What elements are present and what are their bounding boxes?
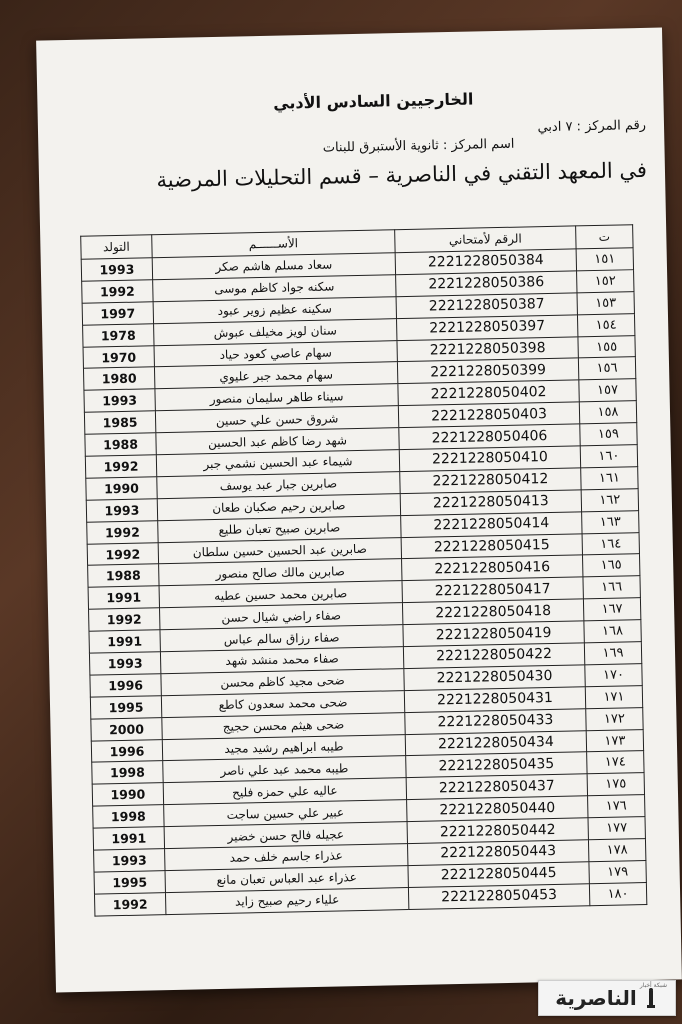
row-exam-number: 2221228050434	[405, 730, 586, 756]
row-exam-number: 2221228050415	[401, 533, 582, 559]
row-birth-year: 1995	[90, 695, 161, 718]
minaret-icon	[643, 987, 659, 1009]
row-name: صابرين رحيم صكبان طعان	[157, 493, 400, 520]
row-birth-year: 1992	[87, 520, 158, 543]
row-seq: ١٨٠	[589, 882, 646, 905]
row-name: عبير علي حسين ساجت	[164, 800, 407, 827]
row-exam-number: 2221228050403	[398, 402, 579, 428]
row-seq: ١٧٥	[587, 773, 644, 796]
row-name: سعاد مسلم هاشم صكر	[152, 253, 395, 280]
student-table	[80, 224, 647, 916]
row-name: عذراء جاسم خلف حمد	[165, 844, 408, 871]
row-exam-number: 2221228050384	[395, 249, 576, 275]
row-exam-number: 2221228050417	[402, 577, 583, 603]
row-name: صفاء محمد منشد شهد	[160, 647, 403, 674]
row-exam-number: 2221228050398	[397, 336, 578, 362]
header-seq: ت	[576, 225, 633, 249]
row-name: طيبه ابراهيم رشيد مجيد	[162, 734, 405, 761]
row-birth-year: 1992	[94, 892, 165, 915]
row-seq: ١٧٩	[589, 861, 646, 884]
row-exam-number: 2221228050413	[400, 490, 581, 516]
row-birth-year: 1996	[91, 739, 162, 762]
row-name: علياء رحيم صبيح زايد	[165, 887, 408, 914]
row-name: ضحى هيثم محسن حجيج	[162, 712, 405, 739]
row-name: سيناء طاهر سليمان منصور	[155, 384, 398, 411]
row-seq: ١٧٦	[588, 795, 645, 818]
row-birth-year: 1992	[89, 608, 160, 631]
row-name: شروق حسن علي حسين	[155, 406, 398, 433]
row-birth-year: 1998	[93, 805, 164, 828]
row-birth-year: 1992	[82, 280, 153, 303]
row-name: صابرين عبد الحسين حسين سلطان	[158, 537, 401, 564]
row-exam-number: 2221228050431	[404, 687, 585, 713]
row-seq: ١٦١	[581, 467, 638, 490]
center-number: رقم المركز : ٧ ادبي	[537, 117, 647, 136]
row-name: سهام عاصي كعود حياد	[154, 340, 397, 367]
row-birth-year: 1993	[89, 652, 160, 675]
header-birth-year: التولد	[81, 235, 152, 259]
row-birth-year: 1990	[86, 477, 157, 500]
row-birth-year: 1992	[87, 542, 158, 565]
row-name: صابرين جبار عبد يوسف	[157, 472, 400, 499]
row-exam-number: 2221228050410	[399, 446, 580, 472]
row-exam-number: 2221228050419	[403, 621, 584, 647]
center-name: اسم المركز : ثانوية الأستبرق للبنات	[322, 136, 515, 156]
row-name: صابرين صبيح تعبان طليع	[158, 515, 401, 542]
row-exam-number: 2221228050453	[408, 884, 589, 910]
row-birth-year: 1993	[94, 849, 165, 872]
row-seq: ١٧٤	[587, 751, 644, 774]
row-name: سكينه عظيم زوير عبود	[153, 296, 396, 323]
row-exam-number: 2221228050416	[402, 555, 583, 581]
row-name: صابرين مالك صالح منصور	[159, 559, 402, 586]
row-name: سكنه جواد كاظم موسى	[153, 275, 396, 302]
row-exam-number: 2221228050412	[400, 468, 581, 494]
row-seq: ١٦٨	[584, 620, 641, 643]
row-name: طيبه محمد عبد علي ناصر	[163, 756, 406, 783]
row-seq: ١٦٢	[581, 488, 638, 511]
row-exam-number: 2221228050435	[406, 752, 587, 778]
row-seq: ١٥٩	[580, 423, 637, 446]
row-name: صفاء راضي شيال حسن	[160, 603, 403, 630]
row-exam-number: 2221228050386	[396, 271, 577, 297]
row-birth-year: 1997	[82, 302, 153, 325]
row-birth-year: 1988	[88, 564, 159, 587]
row-name: عذراء عبد العباس تعبان مانع	[165, 865, 408, 892]
row-birth-year: 1992	[85, 455, 156, 478]
header-exam-number: الرقم لأمتحاني	[395, 226, 576, 253]
row-birth-year: 1980	[83, 367, 154, 390]
row-exam-number: 2221228050443	[407, 840, 588, 866]
row-exam-number: 2221228050433	[405, 708, 586, 734]
watermark-subtext: شبكة أخبار	[639, 982, 667, 989]
row-birth-year: 1991	[88, 586, 159, 609]
row-birth-year: 1996	[90, 674, 161, 697]
row-seq: ١٥٦	[578, 357, 635, 380]
row-birth-year: 1995	[94, 871, 165, 894]
row-seq: ١٧٨	[588, 839, 645, 862]
row-name: صابرين محمد حسين عطيه	[159, 581, 402, 608]
row-exam-number: 2221228050418	[402, 599, 583, 625]
row-seq: ١٥٢	[577, 270, 634, 293]
row-name: شيماء عبد الحسين نشمي جبر	[156, 450, 399, 477]
row-seq: ١٥٣	[577, 291, 634, 314]
row-birth-year: 1993	[86, 499, 157, 522]
row-seq: ١٥٧	[579, 379, 636, 402]
document-page	[36, 28, 682, 993]
row-birth-year: 1978	[83, 323, 154, 346]
row-seq: ١٦٩	[584, 642, 641, 665]
row-seq: ١٦٠	[580, 445, 637, 468]
row-name: ضحى مجيد كاظم محسن	[161, 669, 404, 696]
row-exam-number: 2221228050445	[408, 862, 589, 888]
row-birth-year: 2000	[91, 717, 162, 740]
row-birth-year: 1988	[85, 433, 156, 456]
document-title: الخارجيين السادس الأدبي	[273, 89, 474, 113]
row-exam-number: 2221228050430	[404, 665, 585, 691]
row-exam-number: 2221228050402	[398, 380, 579, 406]
document-subtitle: في المعهد التقني في الناصرية – قسم التحليلات المرضية	[156, 157, 648, 193]
watermark-text: الناصرية	[555, 986, 637, 1010]
watermark-logo	[538, 980, 676, 1016]
row-exam-number: 2221228050440	[407, 796, 588, 822]
row-seq: ١٦٦	[583, 576, 640, 599]
row-exam-number: 2221228050397	[396, 315, 577, 341]
row-name: عاليه علي حمزه فليح	[163, 778, 406, 805]
row-birth-year: 1985	[84, 411, 155, 434]
row-seq: ١٥١	[576, 248, 633, 271]
row-name: سهام محمد جبر عليوي	[154, 362, 397, 389]
header-name: الأســــــم	[152, 230, 395, 258]
row-exam-number: 2221228050399	[397, 358, 578, 384]
row-birth-year: 1991	[93, 827, 164, 850]
row-seq: ١٦٤	[582, 532, 639, 555]
row-seq: ١٦٥	[582, 554, 639, 577]
row-seq: ١٧٣	[586, 729, 643, 752]
row-birth-year: 1970	[83, 345, 154, 368]
row-birth-year: 1991	[89, 630, 160, 653]
row-seq: ١٥٤	[577, 313, 634, 336]
row-seq: ١٥٨	[579, 401, 636, 424]
row-name: صفاء رزاق سالم عباس	[160, 625, 403, 652]
row-exam-number: 2221228050437	[406, 774, 587, 800]
row-seq: ١٦٧	[583, 598, 640, 621]
row-exam-number: 2221228050406	[399, 424, 580, 450]
row-name: شهد رضا كاظم عبد الحسين	[156, 428, 399, 455]
row-seq: ١٧٢	[586, 707, 643, 730]
row-birth-year: 1993	[81, 258, 152, 281]
row-exam-number: 2221228050387	[396, 293, 577, 319]
row-seq: ١٧١	[585, 685, 642, 708]
row-name: ضحى محمد سعدون كاطع	[161, 690, 404, 717]
row-birth-year: 1990	[92, 783, 163, 806]
row-exam-number: 2221228050414	[401, 512, 582, 538]
row-seq: ١٦٣	[582, 510, 639, 533]
row-name: سنان لويز مخيلف عبوش	[154, 318, 397, 345]
row-seq: ١٧٧	[588, 817, 645, 840]
row-birth-year: 1998	[92, 761, 163, 784]
row-birth-year: 1993	[84, 389, 155, 412]
row-exam-number: 2221228050422	[403, 643, 584, 669]
row-seq: ١٧٠	[585, 664, 642, 687]
row-exam-number: 2221228050442	[407, 818, 588, 844]
row-seq: ١٥٥	[578, 335, 635, 358]
row-name: عجيله فالح حسن خضير	[164, 822, 407, 849]
